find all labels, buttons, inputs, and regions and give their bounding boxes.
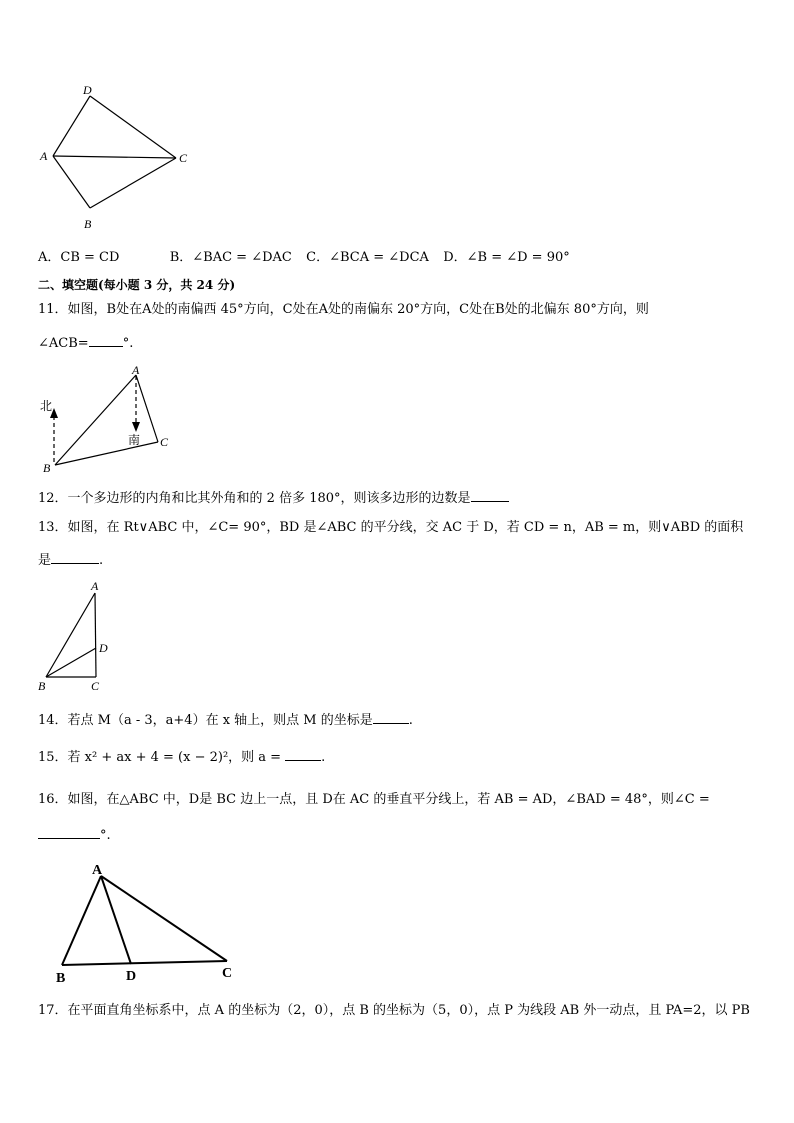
label-a: A xyxy=(40,149,48,163)
q15-suffix: . xyxy=(321,750,326,765)
q14-text: 14．若点 M（a - 3，a+4）在 x 轴上，则点 M 的坐标是 xyxy=(38,713,373,728)
q15-prefix: 15．若 x² + ax + 4 = (x − 2)²，则 a = xyxy=(38,750,282,765)
q13-answer-blank[interactable] xyxy=(51,551,99,564)
option-a[interactable]: A．CB = CD xyxy=(38,250,120,265)
segment-ab xyxy=(62,876,101,965)
label-c: C xyxy=(222,966,233,981)
south-arrowhead xyxy=(132,422,140,432)
label-c: C xyxy=(160,435,169,449)
label-a: A xyxy=(92,863,103,878)
figure-right-triangle xyxy=(36,576,126,696)
q13-prefix: 是 xyxy=(38,553,52,568)
figure-triangle-abd xyxy=(50,856,250,986)
segment-da xyxy=(53,96,90,156)
label-c: C xyxy=(179,151,188,165)
label-b: B xyxy=(56,971,66,986)
segment-ab xyxy=(53,156,90,208)
q11-line1: 11．如图，B处在A处的南偏西 45°方向，C处在A处的南偏东 20°方向，C处在B处的北偏东 80°方向，则 xyxy=(38,302,649,317)
option-c[interactable]: C．∠BCA = ∠DCA xyxy=(306,250,429,265)
segment-ac xyxy=(95,593,96,677)
label-a: A xyxy=(91,579,99,593)
q16-answer-blank[interactable] xyxy=(38,826,100,839)
label-a: A xyxy=(132,363,140,377)
q12-text: 12．一个多边形的内角和比其外角和的 2 倍多 180°，则该多边形的边数是 xyxy=(38,491,471,506)
q15 xyxy=(38,748,325,766)
segment-ac xyxy=(136,375,158,442)
segment-bd xyxy=(46,648,96,677)
q12 xyxy=(38,489,509,507)
option-b[interactable]: B．∠BAC = ∠DAC xyxy=(169,250,292,265)
q14-answer-blank[interactable] xyxy=(373,711,409,724)
label-c: C xyxy=(91,679,100,693)
q14 xyxy=(38,711,413,729)
label-north: 北 xyxy=(40,399,53,413)
q10-options xyxy=(38,250,570,266)
q16-line2 xyxy=(38,826,111,844)
label-b: B xyxy=(84,217,92,231)
label-d: D xyxy=(83,83,92,97)
option-d[interactable]: D．∠B = ∠D = 90° xyxy=(443,250,570,265)
label-b: B xyxy=(43,461,51,475)
segment-ac xyxy=(53,156,176,158)
segment-ad xyxy=(101,876,131,964)
figure-bearing-triangle xyxy=(36,362,186,477)
segment-bc xyxy=(90,158,176,208)
label-d: D xyxy=(99,641,108,655)
q13-suffix: . xyxy=(99,553,104,568)
segment-ac xyxy=(101,876,227,961)
label-south: 南 xyxy=(128,433,141,447)
segment-bc xyxy=(62,961,227,965)
q16-suffix: °. xyxy=(100,828,111,843)
section-heading: 二、填空题(每小题 3 分，共 24 分) xyxy=(38,278,236,292)
q17: 17．在平面直角坐标系中，点 A 的坐标为（2，0），点 B 的坐标为（5，0），点 P 为线段 AB 外一动点，且 PA=2，以 PB xyxy=(38,1003,750,1018)
q11-suffix: °. xyxy=(122,336,134,351)
segment-bc xyxy=(55,442,158,465)
label-b: B xyxy=(38,679,46,693)
label-d: D xyxy=(126,969,137,984)
q14-suffix: . xyxy=(408,713,413,728)
q13-line1: 13．如图，在 Rt∨ABC 中，∠C= 90°，BD 是∠ABC 的平分线，交 AC 于 D，若 CD = n，AB = m，则∨ABD 的面积 xyxy=(38,520,744,535)
segment-ab xyxy=(55,375,136,465)
q16-line1: 16．如图，在△ABC 中，D是 BC 边上一点，且 D在 AC 的垂直平分线上，若 AB = AD，∠BAD = 48°，则∠C = xyxy=(38,792,710,807)
q11-line2 xyxy=(38,334,133,352)
segment-dc xyxy=(90,96,176,158)
q15-answer-blank[interactable] xyxy=(285,748,321,761)
q12-answer-blank[interactable] xyxy=(471,489,509,502)
q11-answer-blank[interactable] xyxy=(89,334,123,347)
q11-prefix: ∠ACB= xyxy=(38,336,89,351)
q13-line2 xyxy=(38,551,103,569)
segment-ab xyxy=(46,593,95,677)
figure-quadrilateral-abcd xyxy=(36,82,196,234)
